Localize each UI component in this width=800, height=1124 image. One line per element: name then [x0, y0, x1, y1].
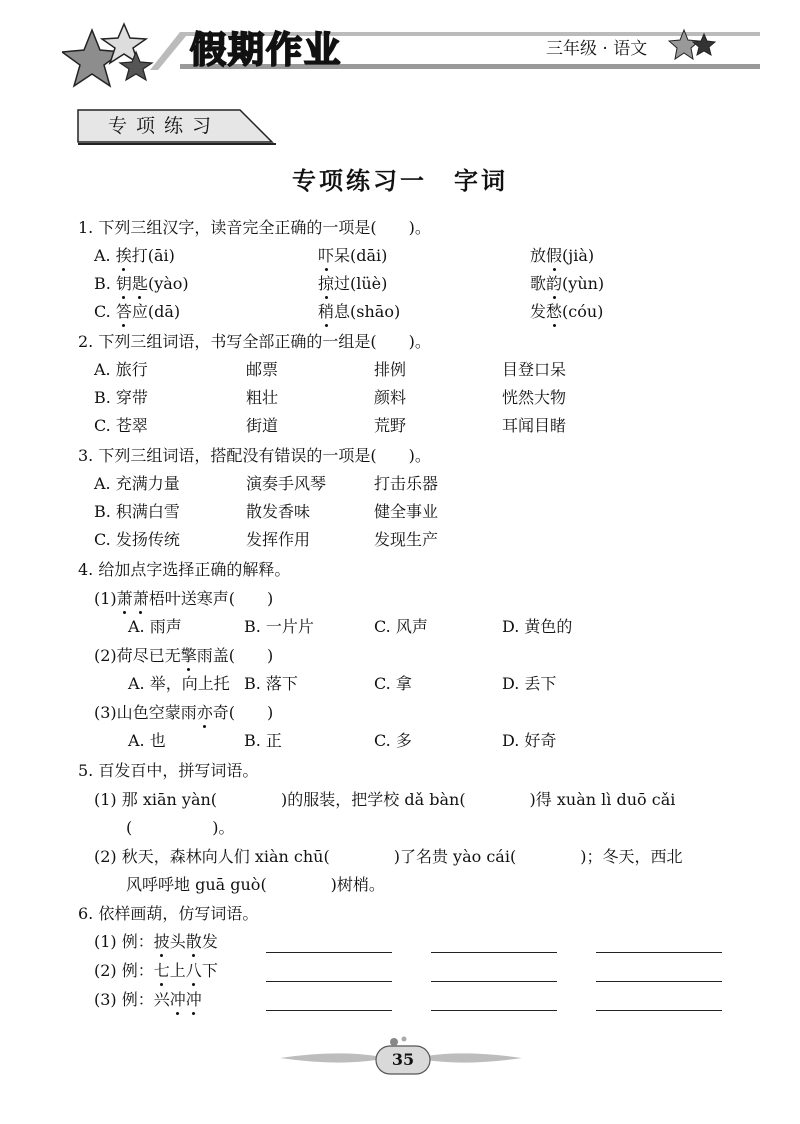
q4-subquestion	[94, 646, 273, 666]
char: 发	[201, 932, 218, 951]
char: 山	[116, 703, 133, 722]
answer-blank-line[interactable]	[266, 952, 392, 953]
dotted-char: 萧	[132, 589, 149, 608]
dotted-char: 散	[185, 932, 202, 951]
pinyin-text: 呆(dāi)	[334, 246, 388, 265]
q1-option-item	[94, 246, 175, 266]
q4-subquestion	[94, 703, 273, 723]
answer-blank-line[interactable]	[431, 952, 557, 953]
char: 空	[148, 703, 165, 722]
char: 寒	[196, 589, 213, 608]
q4-option: B. 一片片	[244, 617, 314, 636]
char: 盖	[212, 646, 229, 665]
q1-option-item	[318, 302, 400, 322]
subquestion-number: (3)	[94, 703, 117, 722]
pinyin-text: 过(lüè)	[334, 274, 388, 293]
char: 已	[148, 646, 165, 665]
answer-blank-line[interactable]	[596, 981, 722, 982]
char: 送	[180, 589, 197, 608]
dotted-char: 冲	[185, 990, 202, 1009]
dotted-char: 匙	[131, 274, 148, 293]
char: 放	[530, 246, 547, 265]
q4-option: C. 风声	[374, 617, 428, 636]
q2-option-word: 耳闻目睹	[502, 416, 567, 435]
answer-blank-line[interactable]	[266, 981, 392, 982]
option-letter: C.	[94, 302, 116, 321]
q6-stem: 6. 依样画葫，仿写词语。	[78, 904, 259, 923]
q3-option-phrase: 发现生产	[374, 530, 439, 549]
char: 荷	[116, 646, 133, 665]
q3-option-phrase: 打击乐器	[374, 474, 439, 493]
q4-option: D. 好奇	[502, 731, 557, 750]
example-label: (2) 例：	[94, 961, 154, 980]
q4-option: D. 丢下	[502, 674, 557, 693]
pinyin-text: 打(āi)	[131, 246, 175, 265]
dotted-char: 八	[185, 961, 202, 980]
q2-option-word: 粗壮	[246, 388, 279, 407]
q4-option: A. 举，向上托	[128, 674, 230, 693]
dotted-char: 答	[115, 302, 132, 321]
stars-decoration-icon	[62, 22, 160, 92]
char: 下	[201, 961, 218, 980]
char: 奇	[212, 703, 229, 722]
q1-option-item	[530, 302, 603, 322]
q1-stem: 1. 下列三组汉字，读音完全正确的一项是( )。	[78, 218, 431, 237]
char: 雨	[180, 703, 197, 722]
dotted-char: 愁	[546, 302, 563, 321]
char: 蒙	[164, 703, 181, 722]
char: 发	[530, 302, 547, 321]
dotted-char: 假	[546, 246, 563, 265]
char: 梧	[148, 589, 165, 608]
option-letter: B.	[94, 274, 116, 293]
pinyin-text: 应(dā)	[131, 302, 181, 321]
q2-option-word: 恍然大物	[502, 388, 567, 407]
q2-option-word: 颜料	[374, 388, 407, 407]
q4-option: D. 黄色的	[502, 617, 573, 636]
answer-blank-line[interactable]	[266, 1010, 392, 1011]
logo-title: 假期作业	[190, 30, 343, 71]
char: 尽	[132, 646, 149, 665]
dotted-char: 擎	[180, 646, 197, 665]
pinyin-text: (jià)	[562, 246, 595, 265]
q3-option-phrase: 健全事业	[374, 502, 439, 521]
char: 歌	[530, 274, 547, 293]
q4-option: A. 也	[128, 731, 166, 750]
q6-example	[94, 932, 218, 952]
q4-stem: 4. 给加点字选择正确的解释。	[78, 560, 291, 579]
dotted-char: 钥	[115, 274, 132, 293]
dotted-char: 披	[153, 932, 170, 951]
q2-option-word: 邮票	[246, 360, 279, 379]
grade-subject: 三年级 · 语文	[546, 39, 648, 59]
q2-option-word: C. 苍翠	[94, 416, 148, 435]
pinyin-text: (yào)	[147, 274, 189, 293]
subquestion-number: (1)	[94, 589, 117, 608]
small-stars-icon	[668, 26, 720, 66]
dotted-char: 亦	[196, 703, 213, 722]
q2-option-word: 荒野	[374, 416, 407, 435]
q1-option-item	[94, 274, 189, 294]
pinyin-text: 息(shāo)	[334, 302, 401, 321]
q4-option: C. 拿	[374, 674, 412, 693]
q4-option: A. 雨声	[128, 617, 182, 636]
char: 色	[132, 703, 149, 722]
char: 头	[169, 932, 186, 951]
char: 无	[164, 646, 181, 665]
dotted-char: 稍	[318, 302, 335, 321]
q5-line-2: ( )。	[126, 818, 235, 837]
answer-blank-line[interactable]	[596, 952, 722, 953]
answer-blank-line[interactable]	[596, 1010, 722, 1011]
q3-stem: 3. 下列三组词语，搭配没有错误的一项是( )。	[78, 446, 431, 465]
answer-bracket: ( )	[228, 589, 274, 608]
q4-option: B. 落下	[244, 674, 298, 693]
answer-bracket: ( )	[228, 646, 274, 665]
q2-option-word: B. 穿带	[94, 388, 148, 407]
answer-blank-line[interactable]	[431, 1010, 557, 1011]
q4-option: B. 正	[244, 731, 282, 750]
q3-option-phrase: 演奏手风琴	[246, 474, 327, 493]
q3-option-phrase: A. 充满力量	[94, 474, 180, 493]
example-label: (3) 例：	[94, 990, 154, 1009]
dotted-char: 七	[153, 961, 170, 980]
char: 叶	[164, 589, 181, 608]
q2-option-word: A. 旅行	[94, 360, 148, 379]
q5-line-1: (1) 那 xiān yàn( )的服装，把学校 dǎ bàn( )得 xuàn lì duō cǎi	[94, 790, 676, 809]
answer-blank-line[interactable]	[431, 981, 557, 982]
q3-option-phrase: 散发香味	[246, 502, 311, 521]
q1-option-item	[318, 274, 387, 294]
q2-stem: 2. 下列三组词语，书写全部正确的一组是( )。	[78, 332, 431, 351]
dotted-char: 韵	[546, 274, 563, 293]
section-label: 专项练习	[108, 115, 221, 137]
q4-subquestion	[94, 589, 273, 609]
q1-option-item	[530, 246, 594, 266]
char: 兴	[153, 990, 170, 1009]
option-letter: A.	[94, 246, 116, 265]
char: 上	[169, 961, 186, 980]
q6-example	[94, 990, 202, 1010]
dotted-char: 吓	[318, 246, 335, 265]
dotted-char: 挨	[115, 246, 132, 265]
q2-option-word: 排例	[374, 360, 407, 379]
pinyin-text: (yùn)	[562, 274, 605, 293]
q6-example	[94, 961, 218, 981]
example-label: (1) 例：	[94, 932, 154, 951]
answer-bracket: ( )	[228, 703, 274, 722]
dotted-char: 掠	[318, 274, 335, 293]
q3-option-phrase: 发挥作用	[246, 530, 311, 549]
q1-option-item	[318, 246, 387, 266]
dotted-char: 萧	[116, 589, 133, 608]
page-number: 35	[391, 1050, 415, 1069]
q3-option-phrase: B. 积满白雪	[94, 502, 180, 521]
q3-option-phrase: C. 发扬传统	[94, 530, 180, 549]
q5-stem: 5. 百发百中，拼写词语。	[78, 761, 259, 780]
subquestion-number: (2)	[94, 646, 117, 665]
q2-option-word: 目登口呆	[502, 360, 567, 379]
q1-option-item	[530, 274, 604, 294]
pinyin-text: (cóu)	[562, 302, 604, 321]
q5-line-3: (2) 秋天，森林向人们 xiàn chū( )了名贵 yào cái( )；冬天，西北	[94, 847, 683, 866]
q5-line-4: 风呼呼地 guā guò( )树梢。	[126, 875, 385, 894]
q4-option: C. 多	[374, 731, 412, 750]
dotted-char: 冲	[169, 990, 186, 1009]
q2-option-word: 街道	[246, 416, 279, 435]
q1-option-item	[94, 302, 180, 322]
char: 雨	[196, 646, 213, 665]
char: 声	[212, 589, 229, 608]
page-title: 专项练习一 字词	[292, 166, 508, 195]
